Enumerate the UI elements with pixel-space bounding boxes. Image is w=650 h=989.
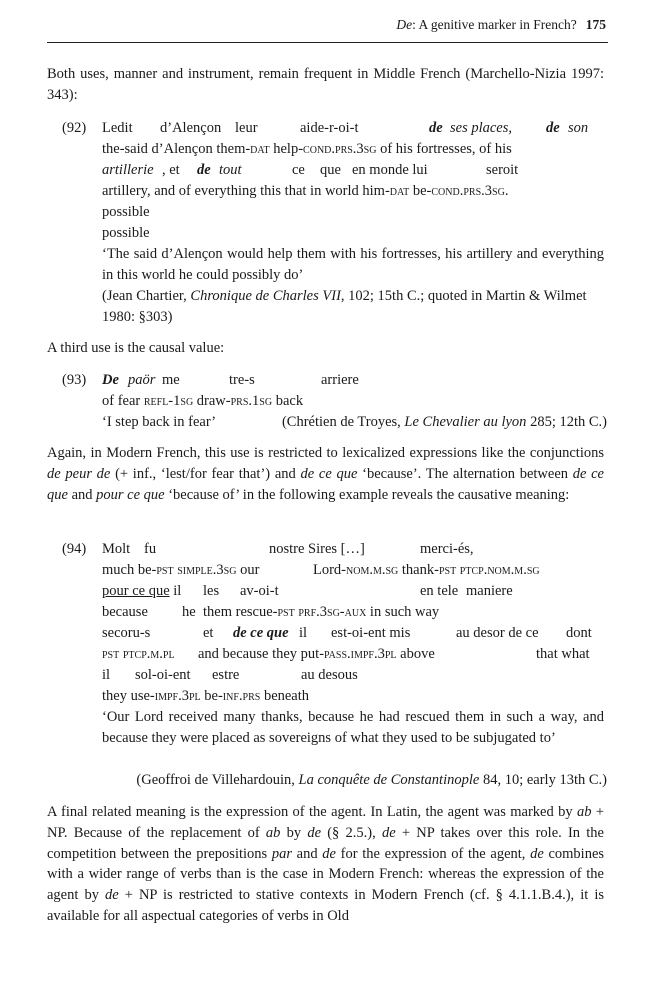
- gloss-word: , et: [162, 162, 180, 178]
- gloss-text: Lord-: [313, 562, 347, 578]
- example-93: [62, 370, 607, 436]
- gloss-abbrev: pst ptcp.nom.m.sg: [438, 562, 540, 578]
- source-text: (Chrétien de Troyes,: [281, 414, 405, 430]
- gloss-word: artillerie: [102, 162, 154, 178]
- gloss-abbrev: prs.1sg: [230, 393, 273, 409]
- gloss-abbrev: pst simple.3sg: [156, 562, 237, 578]
- gloss-word: que: [320, 162, 341, 178]
- text-run: by: [280, 824, 308, 841]
- gloss-word: me: [162, 372, 180, 388]
- text-run: + NP takes over this role. In the competition between the prepositions: [47, 824, 604, 862]
- italic-term: de: [307, 824, 321, 841]
- gloss-abbrev: refl-1sg: [143, 393, 194, 409]
- gloss-abbrev: pst prf.3sg-aux: [277, 604, 367, 620]
- italic-term: par: [271, 845, 292, 862]
- gloss-word: possible: [102, 204, 150, 220]
- gloss-word: son: [568, 120, 589, 136]
- page-number: 175: [585, 17, 606, 32]
- italic-term: de: [322, 845, 336, 862]
- example-source: [102, 286, 604, 328]
- source-text: 84, 10; early 13th C.): [479, 772, 607, 788]
- example-92: [62, 118, 607, 333]
- text-run: (+ inf., ‘lest/for fear that’) and: [110, 465, 301, 482]
- gloss-text: they use-: [102, 688, 155, 704]
- gloss-text: and because they put-: [198, 646, 325, 662]
- paragraph-after-93: [47, 443, 604, 505]
- gloss-abbrev: cond.prs.3sg: [303, 141, 377, 157]
- gloss-line: [102, 181, 508, 202]
- example-source: [136, 770, 607, 791]
- source-title: Chronique de Charles VII,: [190, 288, 345, 304]
- gloss-word-de: de: [546, 120, 560, 136]
- gloss-word: sol-oi-ent: [135, 667, 191, 683]
- example-source: [282, 412, 607, 433]
- gloss-line: [102, 139, 512, 160]
- gloss-line: [102, 581, 181, 602]
- gloss-text: be-: [200, 688, 223, 704]
- gloss-text: il: [169, 583, 182, 599]
- gloss-word: seroit: [486, 162, 519, 178]
- gloss-word: il: [102, 667, 111, 683]
- gloss-text: above: [396, 646, 435, 662]
- gloss-abbrev: cond.prs.3sg: [431, 183, 505, 199]
- gloss-word: tre-s: [229, 372, 255, 388]
- text-run: and: [292, 845, 323, 862]
- example-translation: ‘Our Lord received many thanks, because he had rescued them in such a way, and because they were placed as sovereigns of what they used to be subjugated to’: [102, 709, 604, 746]
- running-title: [396, 17, 606, 33]
- italic-term: ab: [265, 824, 281, 841]
- example-translation: ‘The said d’Alençon would help them with his fortresses, his artillery and everything in this world he could possibly do’: [102, 246, 604, 283]
- gloss-word: et: [203, 625, 214, 641]
- gloss-word: nostre Sires […]: [269, 541, 365, 557]
- gloss-word: tout: [219, 162, 242, 178]
- gloss-line: [203, 602, 439, 623]
- running-header: [47, 15, 608, 43]
- italic-term: de peur de: [47, 465, 111, 482]
- gloss-word: dont: [566, 625, 592, 641]
- italic-term: de: [105, 887, 119, 904]
- example-number: (93): [62, 372, 87, 388]
- gloss-abbrev: dat: [389, 183, 410, 199]
- text-run: and: [67, 486, 97, 503]
- gloss-word: en tele: [420, 583, 459, 599]
- gloss-line: [198, 644, 435, 665]
- gloss-word: au desous: [301, 667, 358, 683]
- gloss-text: thank-: [398, 562, 439, 578]
- gloss-abbrev: inf.prs: [222, 688, 261, 704]
- gloss-word: Ledit: [102, 120, 133, 136]
- gloss-text: .: [504, 183, 509, 199]
- gloss-abbrev: pass.impf.3pl: [324, 646, 397, 662]
- text-run: (§ 2.5.),: [321, 824, 382, 841]
- gloss-text: them rescue-: [203, 604, 278, 620]
- gloss-text: in such way: [366, 604, 440, 620]
- text-run: + NP is restricted to stative contexts in Modern French (cf. § 4.1.1.B.4.), it is available for all aspectual categories of verbs in Old: [47, 887, 604, 924]
- underlined-term: pour ce que: [102, 583, 170, 599]
- italic-term: de: [381, 824, 396, 841]
- running-title-italic: De: [396, 17, 413, 32]
- example-translation: ‘I step back in fear’: [102, 414, 217, 430]
- gloss-word: because: [102, 604, 148, 620]
- gloss-word: he: [182, 604, 196, 620]
- gloss-line: [313, 560, 540, 581]
- paragraph-intro-93: A third use is the causal value:: [47, 340, 225, 356]
- italic-term: de ce que: [300, 465, 358, 482]
- gloss-word: paör: [128, 372, 156, 388]
- gloss-line: [102, 560, 259, 581]
- gloss-word: possible: [102, 225, 150, 241]
- text-run: + NP. Because of the replacement of: [47, 804, 604, 841]
- gloss-word: au desor de ce: [456, 625, 539, 641]
- gloss-text: artillery, and of everything this that in world him-: [102, 183, 390, 199]
- gloss-text: much be-: [102, 562, 157, 578]
- source-title: Le Chevalier au lyon: [404, 414, 527, 430]
- gloss-word: est-oi-ent mis: [331, 625, 411, 641]
- paragraph-agent: [47, 802, 604, 927]
- text-run: ‘because of’ in the following example reveals the causative meaning:: [164, 486, 570, 503]
- gloss-text: be-: [409, 183, 432, 199]
- gloss-text: the-said d’Alençon them-: [102, 141, 251, 157]
- text-run: combines with a wider range of verbs than is the case in Modern French: whereas the expression of the agent by: [47, 845, 605, 904]
- gloss-text: of fear: [102, 393, 144, 409]
- paragraph-intro-92: Both uses, manner and instrument, remain frequent in Middle French (Marchello-Nizia 1997: 343):: [47, 66, 604, 103]
- gloss-word: il: [299, 625, 308, 641]
- gloss-abbrev: pst ptcp.m.pl: [102, 646, 175, 662]
- gloss-word: fu: [144, 541, 157, 557]
- gloss-word: av-oi-t: [240, 583, 279, 599]
- text-run: for the expression of the agent,: [335, 845, 531, 862]
- gloss-word: secoru-s: [102, 625, 151, 641]
- gloss-line: [102, 686, 309, 707]
- gloss-text: draw-: [193, 393, 231, 409]
- gloss-word-de: de: [197, 162, 211, 178]
- gloss-word-de: De: [102, 372, 119, 388]
- gloss-word: ses places,: [450, 120, 513, 136]
- gloss-word: estre: [212, 667, 240, 683]
- source-title: La conquête de Constantinople: [298, 772, 480, 788]
- source-text: 285; 12th C.): [526, 414, 607, 430]
- gloss-word: ce: [292, 162, 305, 178]
- example-94: [62, 539, 607, 794]
- gloss-word: d’Alençon: [160, 120, 222, 136]
- italic-term: pour ce que: [96, 486, 165, 503]
- gloss-word: leur: [235, 120, 258, 136]
- gloss-word: arriere: [321, 372, 359, 388]
- source-text: (Jean Chartier,: [102, 288, 191, 304]
- italic-term: de ce que: [47, 465, 604, 503]
- italic-term: ab: [576, 804, 592, 820]
- gloss-text: of his fortresses, of his: [376, 141, 512, 157]
- gloss-abbrev: nom.m.sg: [346, 562, 399, 578]
- text-run: ‘because’. The alternation between: [357, 465, 573, 482]
- gloss-text: help-: [269, 141, 304, 157]
- gloss-abbrev: impf.3pl: [154, 688, 201, 704]
- text-run: Again, in Modern French, this use is restricted to lexicalized expressions like the conjunctions: [47, 445, 604, 461]
- gloss-word: merci-és,: [420, 541, 474, 557]
- gloss-word: les: [203, 583, 220, 599]
- gloss-word: that what: [536, 646, 590, 662]
- source-text: 102; 15th C.; quoted in Martin & Wilmet 1980: §303): [102, 288, 587, 325]
- example-number: (94): [62, 541, 87, 557]
- text-run: A final related meaning is the expression of the agent. In Latin, the agent was marked by: [47, 804, 577, 820]
- italic-term: de: [530, 845, 544, 862]
- gloss-line: [102, 391, 303, 412]
- gloss-word: maniere: [466, 583, 513, 599]
- running-title-rest: : A genitive marker in French?: [412, 17, 577, 32]
- gloss-word: en monde lui: [352, 162, 428, 178]
- gloss-word-de: de: [429, 120, 443, 136]
- gloss-word-de: de ce que: [233, 625, 289, 641]
- gloss-word: Molt: [102, 541, 131, 557]
- gloss-text: beneath: [260, 688, 310, 704]
- example-number: (92): [62, 120, 87, 136]
- gloss-text: back: [272, 393, 304, 409]
- gloss-word: aide-r-oi-t: [300, 120, 359, 136]
- source-text: (Geoffroi de Villehardouin,: [136, 772, 299, 788]
- gloss-abbrev: dat: [250, 141, 270, 157]
- gloss-text: our: [236, 562, 260, 578]
